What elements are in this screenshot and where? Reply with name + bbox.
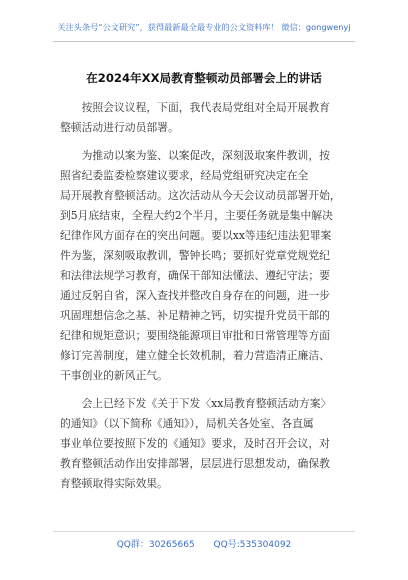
footer-qq-group: QQ群：30265665 bbox=[116, 540, 195, 550]
text-line: 通过反躬自省，深入查找并整改自身存在的问题，进一步 bbox=[60, 289, 330, 302]
document-body bbox=[60, 98, 352, 502]
text-line: 育整顿取得实际效果。 bbox=[60, 477, 168, 490]
text-line: 会上已经下发《关于下发〈xx局教育整顿活动方案〉 bbox=[81, 397, 332, 410]
text-line: 干事创业的新风正气。 bbox=[60, 369, 168, 382]
paragraph-2 bbox=[60, 146, 352, 386]
text-line: 整顿活动进行动员部署。 bbox=[60, 121, 179, 134]
text-line: 纪律作风方面存在的突出问题。要以xx等违纪违法犯罪案 bbox=[60, 229, 332, 242]
header-divider bbox=[53, 41, 355, 42]
text-line: 事业单位要按照下发的《通知》要求，及时召开会议，对 bbox=[60, 437, 330, 450]
text-line: 纪律和规矩意识；要围绕能源项目审批和日常管理等方面 bbox=[60, 329, 330, 342]
footer-qq-number: QQ号:535304092 bbox=[213, 540, 292, 550]
paragraph-1 bbox=[60, 98, 352, 138]
text-line: 照省纪委监委检察建议要求，经局党组研究决定在全 bbox=[60, 169, 309, 182]
footer-divider bbox=[53, 531, 355, 532]
document-title: 在2024年XX局教育整顿动员部署会上的讲话 bbox=[86, 71, 322, 85]
text-line: 件为鉴，深刻吸取教训，警钟长鸣；要抓好党章党规党纪 bbox=[60, 249, 330, 262]
footer bbox=[0, 537, 408, 550]
text-line: 巩固理想信念之基、补足精神之钙，切实提升党员干部的 bbox=[60, 309, 330, 322]
text-line: 局开展教育整顿活动。这次活动从今天会议动员部署开始， bbox=[60, 189, 341, 202]
text-line: 修订完善制度，建立健全长效机制，着力营造清正廉洁、 bbox=[60, 349, 330, 362]
text-line: 到5月底结束，全程大约2个半月，主要任务就是集中解决 bbox=[60, 209, 333, 222]
text-line: 和法律法规学习教育，确保干部知法懂法、遵纪守法；要 bbox=[60, 269, 330, 282]
text-line: 的通知》（以下简称《通知》），局机关各处室、各直属 bbox=[60, 417, 314, 430]
text-line: 按照会议议程，下面，我代表局党组对全局开展教育 bbox=[81, 101, 330, 114]
text-line: 教育整顿活动作出安排部署，层层进行思想发动，确保教 bbox=[60, 457, 330, 470]
text-line: 为推动以案为鉴、以案促改，深刻汲取案件教训，按 bbox=[81, 149, 330, 162]
paragraph-3 bbox=[60, 394, 352, 494]
header-banner: 关注头条号“公文研究”，获得最新最全最专业的公文资料库！ 微信：gongwenyj bbox=[57, 22, 351, 32]
